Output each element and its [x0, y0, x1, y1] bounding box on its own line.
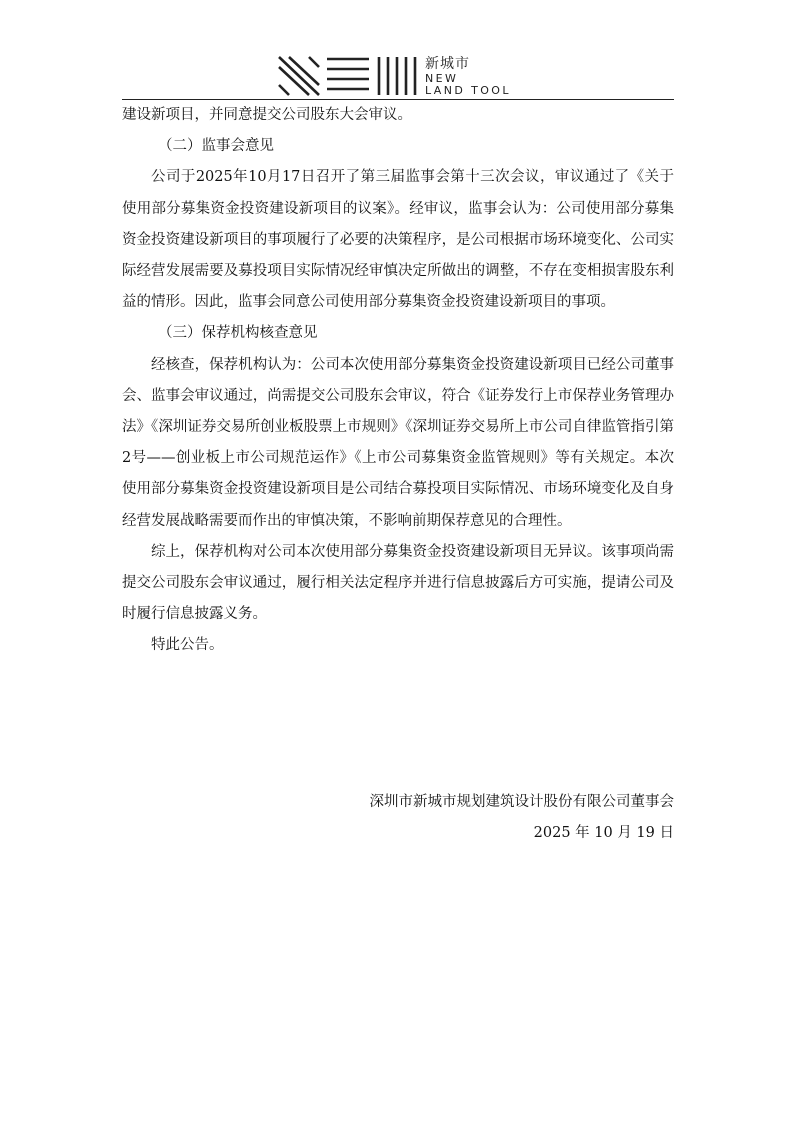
logo-english-line-1: NEW	[425, 72, 459, 85]
logo-english-line-2: LAND TOOL	[425, 84, 511, 97]
paragraph-supervisory-opinion: 公司于2025年10月17日召开了第三届监事会第十三次会议，审议通过了《关于使用部分募集资金投资建设新项目的议案》。经审议，监事会认为：公司使用部分募集资金投资建设新项目的事项履行了必要的决策程序，是公司根据市场环境变化、公司实际经营发展需要及募投项目实际情况经审慎决定所做出的调整，不存在变相损害股东利益的情形。因此，监事会同意公司使用部分募集资金投资建设新项目的事项。	[122, 169, 674, 311]
paragraph-board-approval: 建设新项目，并同意提交公司股东大会审议。	[122, 107, 412, 123]
section-heading-sponsor: （三）保荐机构核查意见	[158, 325, 318, 342]
paragraph-sponsor-opinion: 经核查，保荐机构认为：公司本次使用部分募集资金投资建设新项目已经公司董事会、监事会审议通过，尚需提交公司股东会审议，符合《证券发行上市保荐业务管理办法》《深圳证券交易所创业板股票上市规则》《深圳证券交易所上市公司自律监管指引第2号——创业板上市公司规范运作》《上市公司募集资金监管规则》等有关规定。本次使用部分募集资金投资建设新项目是公司结合募投项目实际情况、市场环境变化及自身经营发展战略需要而作出的审慎决策，不影响前期保荐意见的合理性。	[122, 356, 674, 529]
logo-chinese-name: 新城市	[425, 56, 470, 72]
company-logo	[277, 53, 517, 99]
document-body	[122, 100, 674, 662]
paragraph-conclusion: 综上，保荐机构对公司本次使用部分募集资金投资建设新项目无异议。该事项尚需提交公司股东会审议通过，履行相关法定程序并进行信息披露后方可实施，提请公司及时履行信息披露义务。	[122, 543, 674, 623]
logo-mark-icon	[277, 53, 419, 99]
signature-date: 2025 年 10 月 19 日	[533, 825, 674, 841]
paragraph-announcement: 特此公告。	[151, 637, 224, 654]
section-heading-supervisory: （二）监事会意见	[158, 138, 274, 155]
page-header	[0, 0, 794, 100]
signature-company: 深圳市新城市规划建筑设计股份有限公司董事会	[369, 794, 674, 810]
